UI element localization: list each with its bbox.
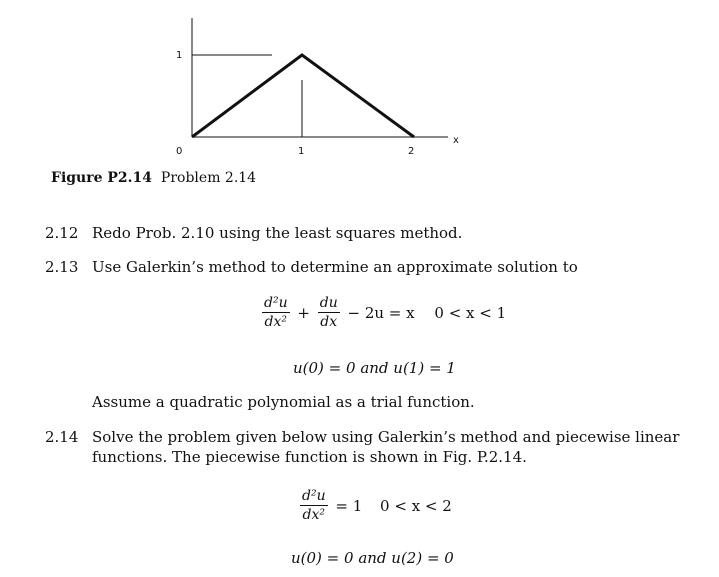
x-tick-label-0: 0 (176, 146, 183, 157)
figure-caption (51, 170, 256, 186)
figure-p2-14-plot (0, 0, 719, 160)
equation-rest: − 2u = x (347, 303, 415, 322)
equation-2-13 (262, 295, 509, 330)
fraction-du-dx (318, 295, 340, 330)
problem-text-2-14-line2: functions. The piecewise function is shown in Fig. P.2.14. (92, 448, 527, 466)
problem-text-2-14-line1: Solve the problem given below using Galerkin’s method and piecewise linear (92, 428, 680, 446)
figure-caption-text: Problem 2.14 (160, 170, 257, 186)
problem-text-2-12: Redo Prob. 2.10 using the least squares method. (92, 224, 463, 242)
fraction-denominator: dx (320, 314, 338, 330)
problem-number-2-13: 2.13 (45, 258, 79, 276)
equation-domain: 0 < x < 1 (434, 303, 507, 322)
boundary-conditions-2-14: u(0) = 0 and u(2) = 0 (291, 549, 454, 567)
equation-rest: = 1 (335, 496, 363, 515)
x-tick-label-1: 1 (298, 146, 305, 157)
x-tick-label-2: 2 (408, 146, 415, 157)
fraction-numerator: du (319, 295, 338, 311)
plus-sign: + (297, 303, 310, 322)
fraction-denominator: dx² (302, 507, 326, 523)
problem-number-2-12: 2.12 (45, 224, 79, 242)
figure-caption-label: Figure P2.14 (51, 170, 153, 186)
fraction-numerator: d²u (302, 488, 326, 504)
problem-number-2-14: 2.14 (45, 428, 79, 446)
problem-note-2-13: Assume a quadratic polynomial as a trial function. (92, 393, 475, 411)
fraction-numerator: d²u (264, 295, 288, 311)
hat-function-curve (192, 55, 414, 137)
fraction-d2u-dx2 (300, 488, 328, 523)
x-axis-label: x (453, 135, 459, 146)
problem-text-2-13: Use Galerkin’s method to determine an approximate solution to (92, 258, 578, 276)
boundary-conditions-2-13: u(0) = 0 and u(1) = 1 (293, 359, 456, 377)
y-tick-label: 1 (176, 50, 183, 61)
fraction-d2u-dx2 (262, 295, 290, 330)
equation-2-14 (300, 488, 455, 523)
equation-domain: 0 < x < 2 (380, 496, 452, 515)
fraction-denominator: dx² (264, 314, 288, 330)
